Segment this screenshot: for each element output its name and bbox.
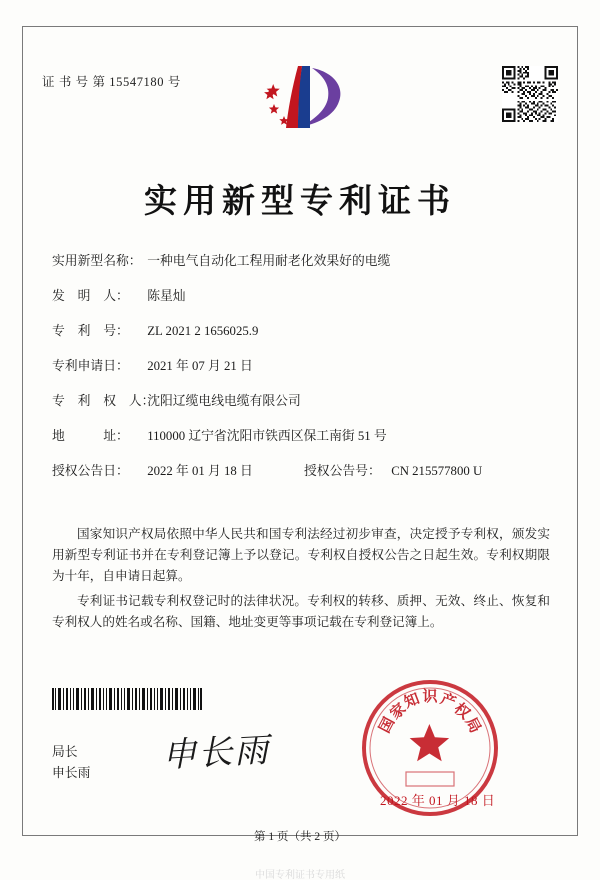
svg-text:权: 权 [450, 699, 474, 723]
grant-date-label: 授权公告日： [52, 464, 129, 478]
field-value: 2021 年 07 月 21 日 [147, 359, 253, 373]
svg-text:产: 产 [438, 689, 459, 712]
field-value: 110000 辽宁省沈阳市铁西区保工南街 51 号 [147, 429, 387, 443]
field-label: 地 址： [52, 429, 129, 443]
field-row-patentee [52, 390, 552, 425]
paragraph-registry-statement [52, 591, 550, 633]
cnipa-logo-icon [258, 62, 350, 136]
field-list [52, 250, 552, 495]
svg-text:知: 知 [401, 689, 422, 712]
page-footer-watermark: 中国专利证书专用纸 [255, 870, 345, 881]
seal-date: 2022 年 01 月 18 日 [380, 793, 496, 808]
grant-number-label: 授权公告号： [303, 464, 381, 478]
paragraph-grant-statement [52, 524, 550, 587]
field-row-patent-number [52, 320, 552, 355]
svg-text:局: 局 [461, 714, 485, 736]
field-value: 一种电气自动化工程用耐老化效果好的电缆 [147, 254, 391, 268]
signature-block [52, 742, 90, 784]
paragraph-text: 国家知识产权局依照中华人民共和国专利法经过初步审查，决定授予专利权，颁发实用新型专利证书并在专利登记簿上予以登记。专利权自授权公告之日起生效。专利权期限为十年，自申请日起算。 [52, 527, 550, 583]
field-value: 沈阳辽缆电线电缆有限公司 [147, 394, 301, 408]
paragraph-text: 专利证书记载专利权登记时的法律状况。专利权的转移、质押、无效、终止、恢复和专利权人的姓名或名称、国籍、地址变更等事项记载在专利登记簿上。 [52, 594, 550, 629]
svg-text:国: 国 [375, 714, 399, 736]
field-row-grant [52, 460, 552, 495]
page-footer: 第 1 页（共 2 页） [254, 831, 346, 843]
grant-date-value: 2022 年 01 月 18 日 [147, 464, 253, 478]
handwritten-signature: 申长雨 [161, 730, 272, 776]
certificate-number: 证 书 号 第 15547180 号 [42, 75, 181, 89]
signature-name: 申长雨 [52, 766, 91, 780]
signature-title: 局长 [52, 745, 78, 759]
qr-code [502, 66, 558, 122]
field-value: ZL 2021 2 1656025.9 [147, 324, 259, 338]
svg-text:家: 家 [386, 699, 410, 723]
field-row-address [52, 425, 552, 460]
svg-text:识: 识 [422, 687, 438, 705]
field-label: 专 利 权 人： [52, 394, 155, 408]
field-row-invention-name [52, 250, 552, 285]
field-label: 发 明 人： [52, 289, 129, 303]
field-value: 陈星灿 [147, 289, 186, 303]
field-label: 专利申请日： [52, 359, 129, 373]
field-label: 实用新型名称： [52, 254, 142, 268]
field-row-inventor [52, 285, 552, 320]
grant-number-value: CN 215577800 U [391, 464, 483, 478]
barcode [52, 688, 202, 710]
field-label: 专 利 号： [52, 324, 129, 338]
field-row-application-date [52, 355, 552, 390]
page-title: 实用新型专利证书 [144, 181, 456, 220]
